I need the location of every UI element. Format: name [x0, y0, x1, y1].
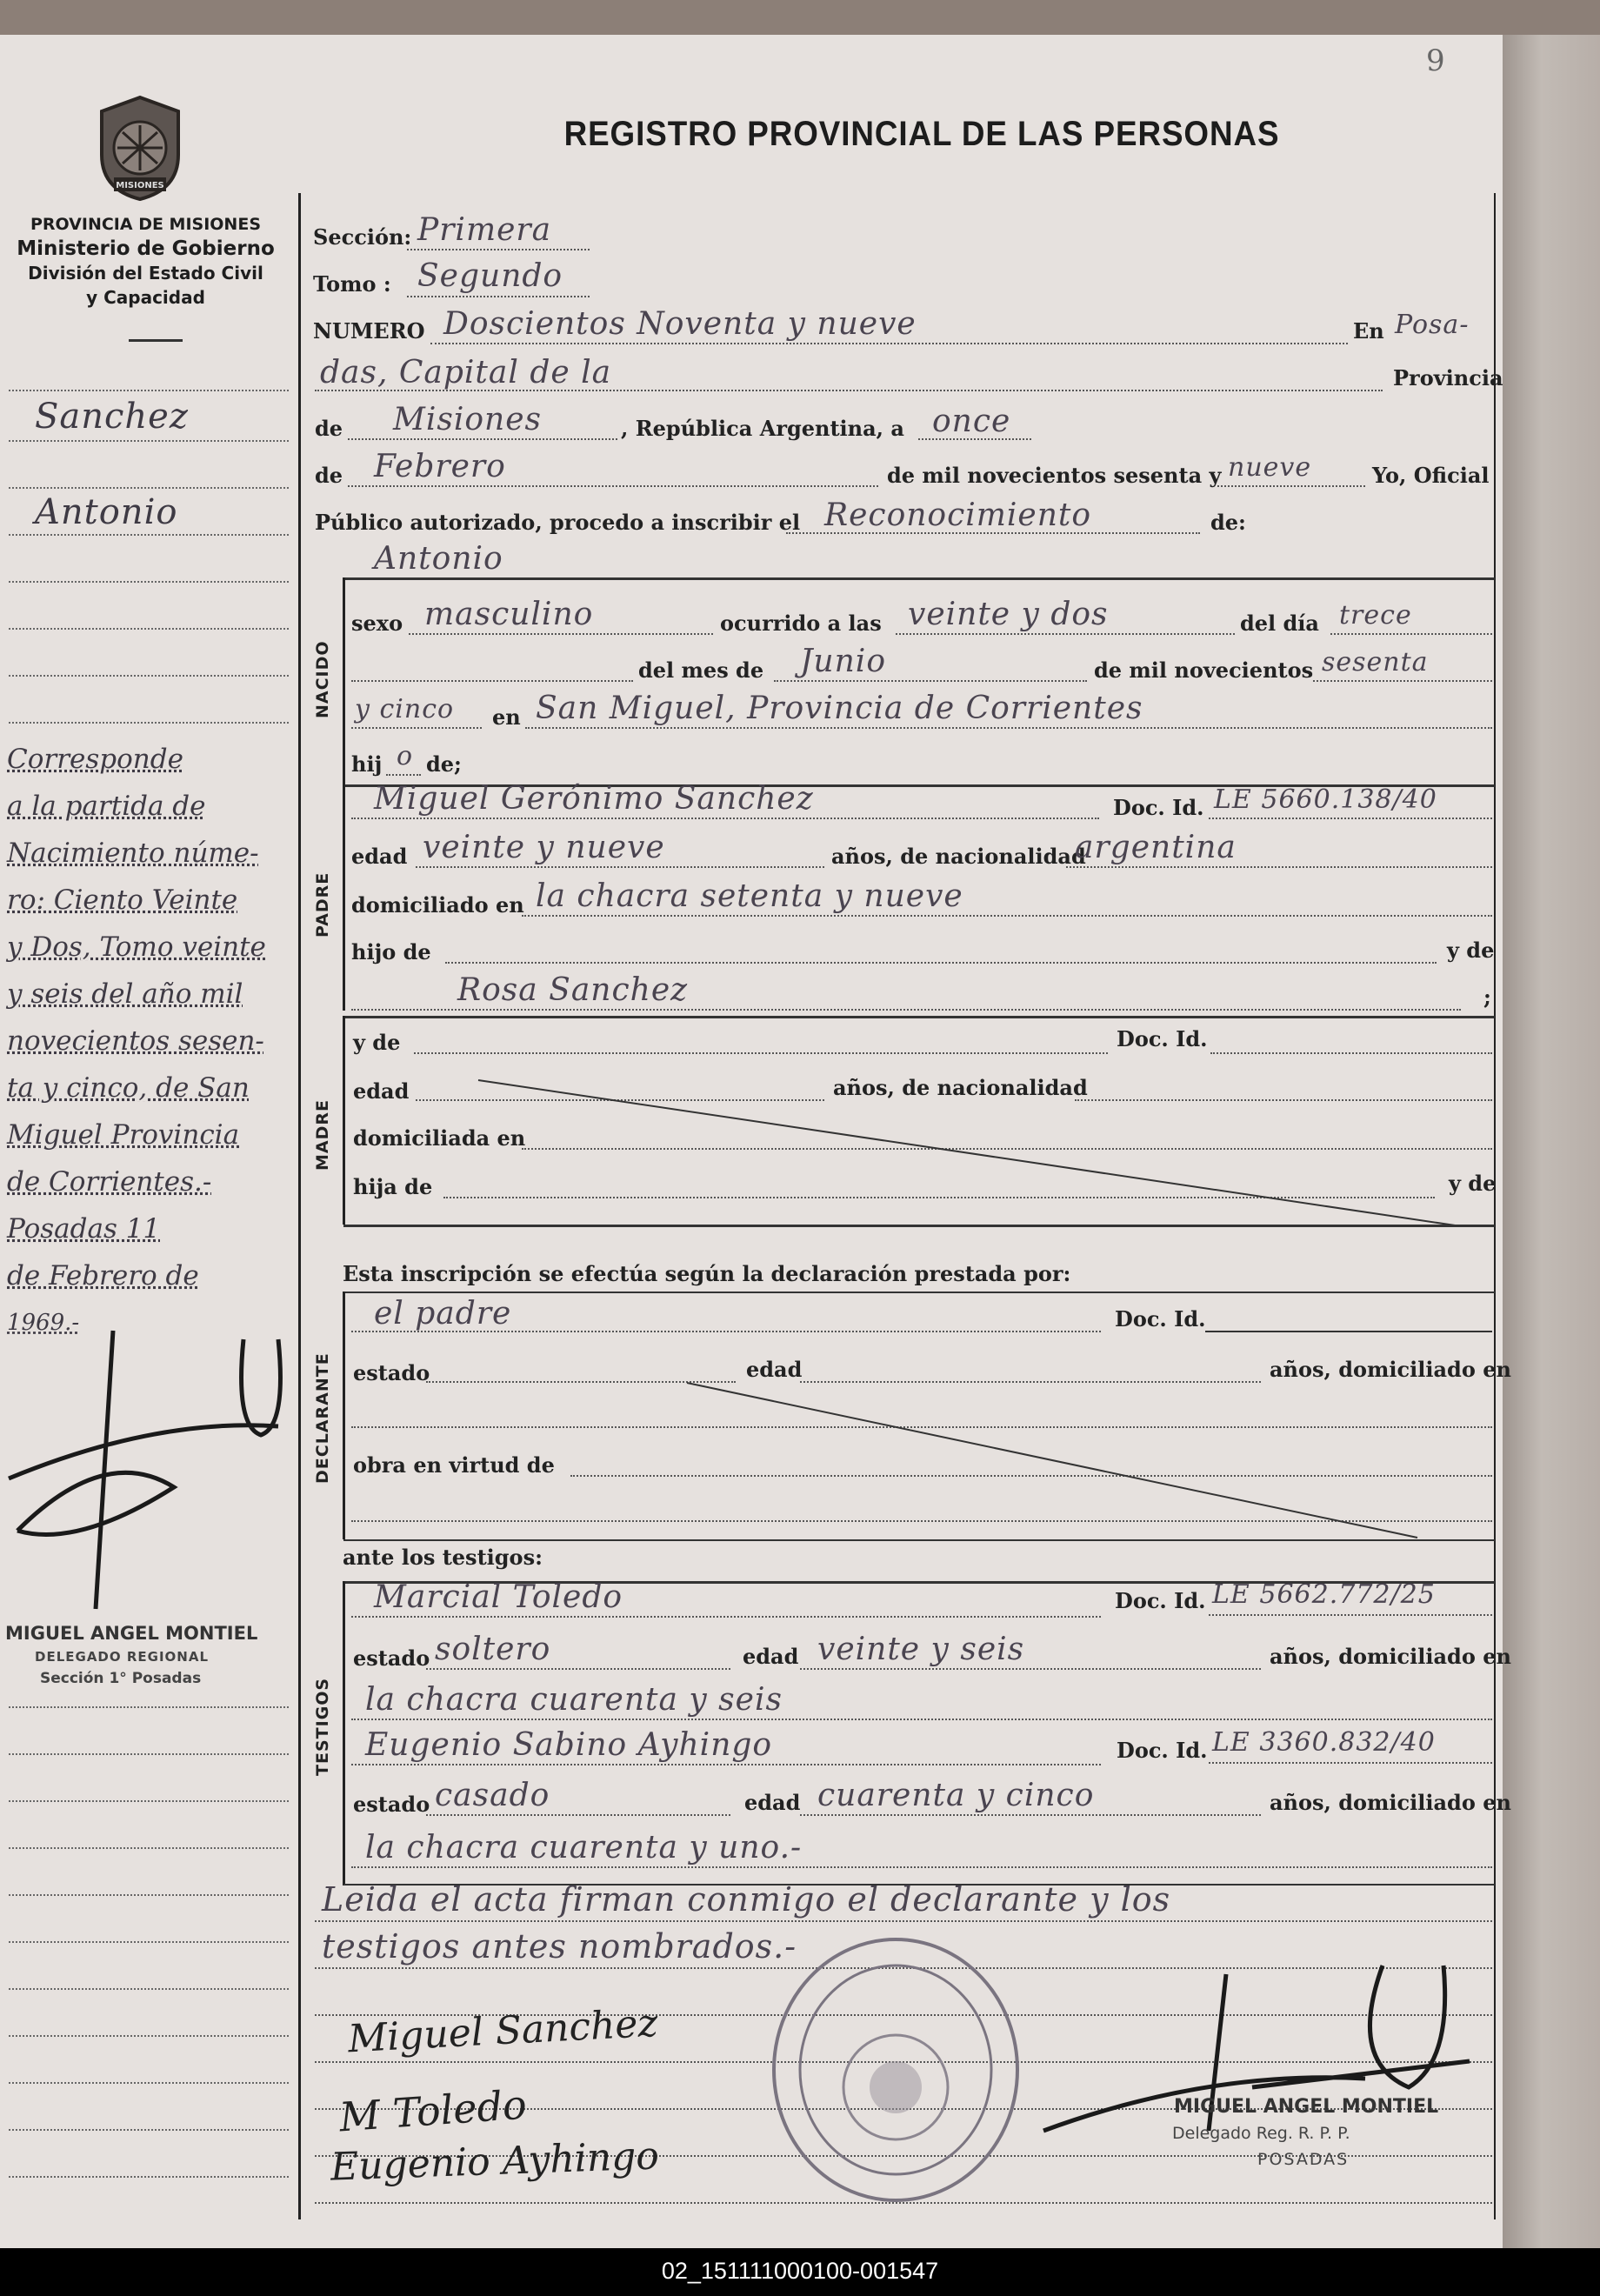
dotline — [386, 774, 421, 776]
margin-nombre: Antonio — [35, 492, 178, 532]
label-de-mes: de — [315, 463, 343, 488]
side-label-madre: MADRE — [313, 1099, 332, 1171]
value-nombre: Antonio — [374, 541, 503, 577]
margin-stamp-place: Sección 1° Posadas — [40, 1670, 202, 1687]
label-sexo: sexo — [351, 611, 403, 636]
label-edad-madre: edad — [353, 1078, 410, 1104]
dotline — [351, 1719, 1492, 1720]
page-number: 9 — [1426, 43, 1445, 78]
dotline — [426, 1668, 730, 1670]
margin-dotline — [9, 2129, 289, 2131]
margin-dotline — [9, 440, 289, 442]
margin-dotline — [9, 581, 289, 583]
label-del-dia: del día — [1240, 611, 1319, 636]
ministry-header — [0, 212, 291, 310]
value-seccion: Primera — [417, 212, 552, 248]
dotline — [1330, 633, 1492, 635]
dotline — [348, 438, 617, 440]
label-doc-id-testigo1: Doc. Id. — [1115, 1588, 1206, 1613]
section-rule — [343, 1016, 1495, 1018]
dotline — [774, 680, 1087, 682]
dotline — [407, 249, 590, 250]
label-en: En — [1353, 318, 1384, 344]
label-tomo: Tomo : — [313, 271, 391, 297]
stamp-right-title: Delegado Reg. R. P. P. — [1172, 2124, 1350, 2143]
label-mil-novecientos-nac: de mil novecientos — [1094, 657, 1314, 683]
dotline — [409, 633, 713, 635]
margin-dotline — [9, 1988, 289, 1990]
dotline — [351, 1331, 1101, 1332]
value-ano-nac-2: y cinco — [355, 694, 455, 724]
cancel-line-madre — [470, 1070, 1470, 1235]
dotline — [315, 390, 1383, 391]
margin-note — [7, 736, 294, 1346]
scan-top-border — [0, 0, 1600, 35]
label-edad-padre: edad — [351, 844, 408, 869]
dotline — [1210, 1052, 1492, 1054]
label-en-lugar: en — [492, 704, 521, 730]
value-declarante: el padre — [374, 1296, 512, 1332]
value-testigo2-doc: LE 3360.832/40 — [1212, 1727, 1436, 1758]
side-label-declarante: DECLARANTE — [313, 1352, 332, 1484]
section-rule — [343, 1539, 1495, 1541]
dotline — [351, 680, 633, 682]
dotline — [351, 727, 482, 729]
madre-rule — [343, 1016, 345, 1225]
margin-dotline — [9, 487, 289, 489]
label-y-de-madre-2: y de — [1449, 1171, 1497, 1196]
label-estado-declarante: estado — [353, 1360, 430, 1385]
label-mil-novecientos: de mil novecientos sesenta y — [887, 463, 1222, 488]
padre-rule — [343, 784, 345, 1011]
margin-note-line: Miguel Provincia — [7, 1119, 240, 1151]
margin-note-line: a la partida de — [7, 791, 206, 822]
dotline — [416, 866, 824, 868]
label-domiciliado-padre: domiciliado en — [351, 892, 524, 918]
misiones-coat-of-arms-icon — [91, 94, 189, 203]
divider — [129, 339, 183, 342]
label-edad-testigo2: edad — [744, 1790, 801, 1815]
dotline — [800, 1814, 1261, 1816]
value-lugar-nac: San Miguel, Provincia de Corrientes — [536, 691, 1143, 726]
label-y-de-madre: y de — [353, 1030, 401, 1055]
margin-note-line: y seis del año mil — [7, 978, 243, 1010]
margin-dotline — [9, 1706, 289, 1708]
value-provincia: Misiones — [393, 402, 543, 437]
round-seal-icon — [757, 1922, 1035, 2218]
label-de: de — [315, 416, 343, 441]
value-padre-doc: LE 5660.138/40 — [1214, 784, 1437, 815]
label-estado-testigo1: estado — [353, 1645, 430, 1671]
value-en: Posa- — [1395, 310, 1470, 340]
label-hij: hij — [351, 751, 383, 777]
signature-testigo2: Eugenio Ayhingo — [330, 2133, 660, 2190]
label-inscripcion: Esta inscripción se efectúa según la declaración prestada por: — [343, 1261, 1071, 1286]
margin-apellido: Sanchez — [35, 397, 189, 437]
margin-dotline — [9, 1753, 289, 1755]
margin-dotline — [9, 722, 289, 724]
margin-dotline — [9, 1847, 289, 1849]
value-acto: Reconocimiento — [824, 497, 1092, 533]
margin-dotline — [9, 2176, 289, 2178]
page-title: REGISTRO PROVINCIAL DE LAS PERSONAS — [563, 115, 1280, 153]
label-doc-id-padre: Doc. Id. — [1113, 795, 1204, 820]
ministry-line-2: Ministerio de Gobierno — [17, 237, 275, 260]
dotline — [348, 485, 878, 487]
dotline — [351, 818, 1099, 819]
margin-note-line: novecientos sesen- — [7, 1025, 264, 1057]
nacido-rule — [343, 577, 345, 784]
dotline — [1217, 485, 1365, 487]
value-dia-nac: trece — [1339, 600, 1412, 631]
label-domiciliado-testigo1: años, domiciliado en — [1270, 1644, 1511, 1669]
margin-note-line: de Febrero de — [7, 1260, 199, 1292]
label-doc-id-madre: Doc. Id. — [1117, 1026, 1208, 1051]
value-mes-nac: Junio — [800, 644, 886, 679]
value-testigo2-estado: casado — [435, 1778, 550, 1813]
section-rule — [343, 577, 1495, 580]
label-publico: Público autorizado, procedo a inscribir el — [315, 510, 801, 535]
label-doc-id-declarante: Doc. Id. — [1115, 1306, 1206, 1332]
closing-line-2: testigos antes nombrados.- — [322, 1927, 797, 1966]
label-domiciliado-testigo2: años, domiciliado en — [1270, 1790, 1511, 1815]
section-rule — [343, 1292, 1495, 1293]
value-sexo: masculino — [424, 597, 594, 632]
margin-dotline — [9, 628, 289, 630]
margin-signature — [0, 1322, 296, 1618]
margin-note-line: ta y cinco, de San — [7, 1072, 250, 1104]
label-ocurrido: ocurrido a las — [720, 611, 882, 636]
label-hijo-de: hijo de — [351, 939, 431, 964]
label-republica: , República Argentina, a — [621, 416, 904, 441]
label-provincia: Provincia — [1393, 365, 1503, 390]
value-hij: o — [397, 741, 414, 771]
label-nacionalidad-padre: años, de nacionalidad — [831, 844, 1086, 869]
side-label-nacido: NACIDO — [313, 640, 332, 718]
margin-stamp-name: MIGUEL ANGEL MONTIEL — [5, 1623, 258, 1644]
dotline — [800, 1668, 1261, 1670]
dotline — [525, 727, 1492, 729]
label-del-mes: del mes de — [638, 657, 764, 683]
label-estado-testigo2: estado — [353, 1792, 430, 1817]
value-padre-dom: la chacra setenta y nueve — [536, 878, 963, 914]
value-mes: Febrero — [374, 449, 506, 484]
value-ano: nueve — [1228, 452, 1312, 483]
margin-stamp-title: DELEGADO REGIONAL — [35, 1649, 210, 1665]
label-obra: obra en virtud de — [353, 1452, 555, 1478]
value-numero: Doscientos Noventa y nueve — [443, 306, 917, 342]
value-dia: once — [932, 404, 1011, 439]
dotline — [430, 343, 1348, 344]
label-semicolon: ; — [1483, 984, 1491, 1010]
declarante-rule — [343, 1292, 345, 1539]
dotline — [414, 1052, 1108, 1054]
line — [1205, 1331, 1492, 1332]
dotline — [351, 1866, 1492, 1868]
label-hija-de: hija de — [353, 1174, 433, 1199]
value-tomo: Segundo — [417, 258, 563, 294]
label-numero: NUMERO — [313, 318, 425, 344]
label-seccion: Sección: — [313, 224, 412, 250]
dotline — [1313, 680, 1492, 682]
side-label-padre: PADRE — [313, 871, 332, 938]
value-testigo2-dom: la chacra cuarenta y uno.- — [365, 1830, 803, 1866]
dotline — [918, 438, 1031, 440]
margin-note-line: 1969.- — [7, 1310, 80, 1336]
side-label-testigos: TESTIGOS — [313, 1677, 332, 1776]
label-testigos: ante los testigos: — [343, 1545, 543, 1570]
margin-dotline — [9, 1894, 289, 1896]
value-lugar: das, Capital de la — [320, 355, 612, 390]
label-yo-oficial: Yo, Oficial — [1372, 463, 1490, 488]
value-ano-nac-1: sesenta — [1322, 647, 1429, 677]
dotline — [351, 1009, 1461, 1011]
dotline — [351, 1616, 1101, 1618]
dotline — [445, 962, 1437, 964]
value-testigo1-doc: LE 5662.772/25 — [1212, 1579, 1436, 1610]
dotline — [1209, 818, 1492, 819]
value-testigo1-estado: soltero — [435, 1632, 551, 1667]
value-padre-madre: Rosa Sanchez — [457, 972, 689, 1008]
margin-note-line: ro: Ciento Veinte — [7, 884, 238, 916]
label-doc-id-testigo2: Doc. Id. — [1117, 1738, 1208, 1763]
dotline — [896, 633, 1235, 635]
margin-note-line: y Dos, Tomo veinte — [7, 931, 266, 963]
value-testigo1-edad: veinte y seis — [817, 1632, 1025, 1667]
dotline — [522, 915, 1492, 917]
value-testigo1: Marcial Toledo — [374, 1579, 623, 1615]
margin-note-line: Corresponde — [7, 744, 183, 775]
closing-line-1: Leida el acta firman conmigo el declarante y los — [322, 1880, 1171, 1919]
label-edad-testigo1: edad — [743, 1644, 799, 1669]
margin-dotline — [9, 675, 289, 677]
dotline — [1066, 866, 1492, 868]
right-rule — [1494, 193, 1496, 2219]
margin-note-line: de Corrientes.- — [7, 1166, 212, 1198]
signature-testigo1: M Toledo — [337, 2080, 529, 2141]
label-y-de: y de — [1447, 938, 1495, 963]
ministry-line-4: y Capacidad — [86, 287, 205, 308]
signature-padre: Miguel Sanchez — [346, 2000, 659, 2062]
value-hora: veinte y dos — [908, 597, 1109, 632]
value-testigo2: Eugenio Sabino Ayhingo — [365, 1727, 773, 1763]
label-de-acto: de: — [1210, 510, 1246, 535]
margin-dotline — [9, 1800, 289, 1802]
value-padre-edad: veinte y nueve — [423, 830, 665, 865]
label-de-hij: de; — [426, 751, 462, 777]
margin-dotline — [9, 1941, 289, 1943]
dotline — [786, 532, 1200, 534]
label-nacionalidad-madre: años, de nacionalidad — [833, 1075, 1088, 1100]
margin-dotline — [9, 2082, 289, 2084]
ministry-line-3: División del Estado Civil — [28, 263, 263, 284]
dotline — [1209, 1762, 1492, 1764]
dotline — [426, 1814, 730, 1816]
margin-rule — [298, 193, 301, 2219]
value-testigo1-dom: la chacra cuarenta y seis — [365, 1682, 783, 1718]
margin-dotline — [9, 390, 289, 391]
label-domiciliada: domiciliada en — [353, 1125, 526, 1151]
stamp-right-place: POSADAS — [1257, 2150, 1350, 2169]
margin-dotline — [9, 534, 289, 536]
label-domiciliado-declarante: años, domiciliado en — [1270, 1357, 1511, 1382]
cancel-line-declarante — [678, 1374, 1426, 1548]
testigos-rule — [343, 1581, 345, 1886]
section-rule — [343, 1225, 1495, 1227]
binder-edge — [1503, 35, 1600, 2248]
svg-text:MISIONES: MISIONES — [116, 181, 164, 190]
margin-dotline — [9, 2035, 289, 2037]
dotline — [407, 296, 590, 297]
dotline — [351, 1764, 1101, 1765]
scan-id-caption: 02_151111000100-001547 — [661, 2258, 939, 2284]
value-testigo2-edad: cuarenta y cinco — [817, 1778, 1095, 1813]
label-edad-declarante: edad — [746, 1357, 803, 1382]
dotline — [1209, 1614, 1492, 1616]
value-padre-nac: argentina — [1075, 830, 1237, 865]
ministry-line-1: PROVINCIA DE MISIONES — [30, 215, 262, 234]
margin-note-line: Nacimiento núme- — [7, 838, 259, 869]
value-padre: Miguel Gerónimo Sanchez — [374, 781, 814, 817]
stamp-right-name: MIGUEL ANGEL MONTIEL — [1174, 2096, 1439, 2118]
margin-note-line: Posadas 11 — [7, 1213, 161, 1245]
